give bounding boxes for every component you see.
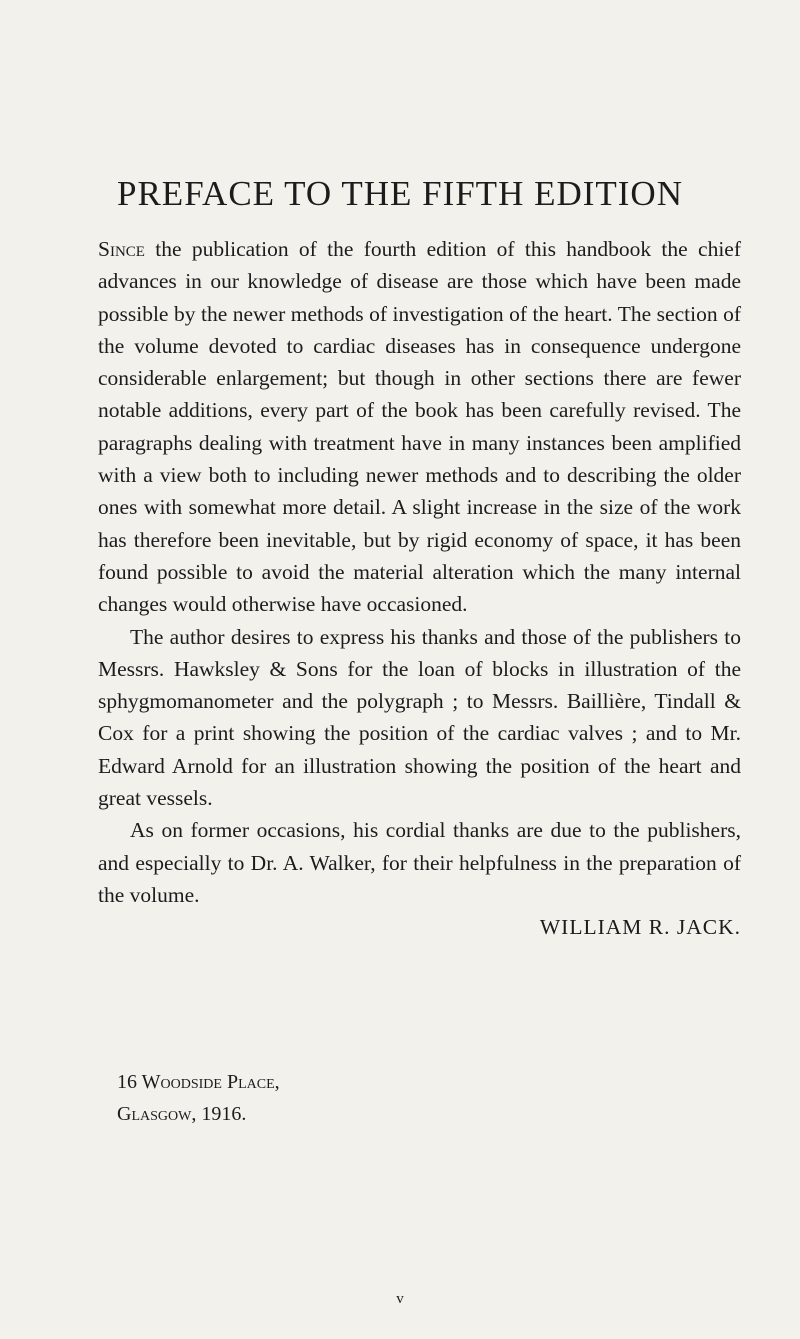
page-title: PREFACE TO THE FIFTH EDITION	[117, 174, 683, 213]
page-number: v	[396, 1291, 404, 1307]
paragraph-1-text: the publication of the fourth edition of this handbook the chief advances in our knowledge of disease are those which have been made possible by the newer methods of investigation of the heart. The section of the volume devoted to cardiac diseases has in consequence undergone considerable enlargement; but though in other sections there are fewer notable additions, every part of the book has been carefully revised. The paragraphs dealing with treatment have in many instances been amplified with a view both to including newer methods and to describing the older ones with somewhat more detail. A slight increase in the size of the work has therefore been inevitable, but by rigid economy of space, it has been found possible to avoid the material alteration which the many internal changes would otherwise have occasioned.	[98, 237, 741, 617]
paragraph-1-lead-word: Since	[98, 237, 145, 261]
paragraph-3: As on former occasions, his cordial thanks are due to the publishers, and especially to Dr. A. Walker, for their helpfulness in the preparation of the volume.	[98, 818, 741, 907]
paragraph-2: The author desires to express his thanks and those of the publishers to Messrs. Hawksley & Sons for the loan of blocks in illustration of the sphygmomanometer and the polygraph ; to Messrs. Baillière, Tindall & Cox for a print showing the position of the cardiac valves ; and to Mr. Edward Arnold for an illustration showing the position of the heart and great vessels.	[98, 624, 741, 811]
author-address	[117, 1066, 280, 1130]
author-signature: WILLIAM R. JACK.	[539, 915, 741, 940]
paragraph-1	[98, 233, 741, 621]
preface-body	[98, 233, 741, 944]
address-line-1: 16 Woodside Place,	[117, 1071, 280, 1093]
address-line-2: Glasgow, 1916.	[117, 1103, 247, 1125]
